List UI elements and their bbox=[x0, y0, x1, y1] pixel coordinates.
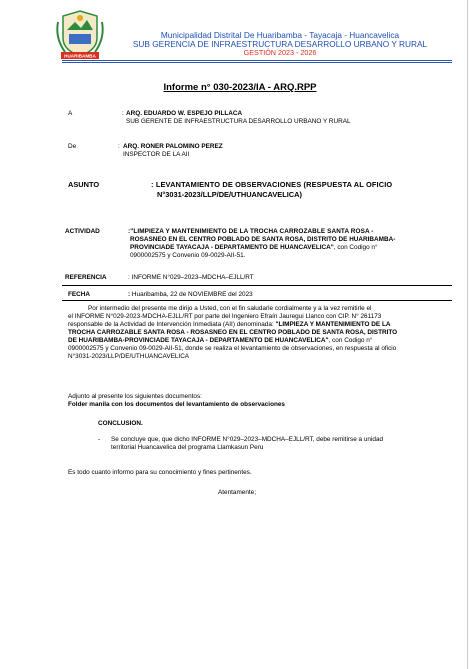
body-line-6: 0900002575 y Convenio 09-0029-AII-51, donde se realiza el levantamiento de observaciones, en respuesta al oficio bbox=[68, 345, 397, 352]
reference-rule bbox=[62, 285, 452, 286]
header-rule-2 bbox=[62, 62, 452, 63]
date-text: Huaribamba, 22 de NOVIEMBRE del 2023 bbox=[131, 291, 253, 298]
body-line-1: Por intermedio del presente me dirijo a Usted, con el fin saludarle cordialmente y a la vez remitirle el bbox=[88, 305, 372, 312]
header-rule-1 bbox=[62, 60, 452, 61]
activity-line-3-rest: , con Codigo n° bbox=[333, 244, 378, 251]
conclusion-line-2: territorial Huancavelica del programa Llamkasun Peru bbox=[111, 444, 264, 451]
municipality-logo bbox=[55, 8, 105, 60]
logo-banner-text: HUARIBAMBA bbox=[64, 53, 96, 59]
to-name: ARQ. EDUARDO W. ESPEJO PILLACA bbox=[126, 110, 243, 117]
colon: : bbox=[122, 110, 124, 117]
subject-label: ASUNTO bbox=[68, 180, 100, 189]
conclusion-line-1: Se concluye que, que dicho INFORME N°029–2023–MDCHA–EJLL/RT, debe remitirse a unidad bbox=[111, 436, 384, 443]
subject-line-1: : LEVANTAMIENTO DE OBSERVACIONES (RESPUESTA AL OFICIO bbox=[151, 180, 393, 189]
body-line-4: TROCHA CARROZABLE SANTA ROSA - ROSASNEO EN EL CENTRO POBLADO DE SANTA ROSA, DISTRITO bbox=[68, 329, 398, 336]
signoff-text: Atentamente; bbox=[218, 489, 257, 496]
header-term: GESTIÓN 2023 - 2026 bbox=[243, 48, 317, 57]
closing-text: Es todo cuanto informo para su conocimiento y fines pertinentes. bbox=[68, 469, 252, 476]
conclusion-label: CONCLUSION. bbox=[98, 420, 143, 427]
activity-line-1: :"LIMPIEZA Y MANTENIMIENTO DE LA TROCHA CARROZABLE SANTA ROSA - bbox=[128, 228, 374, 235]
activity-line-3-bold: PROVINCIADE TAYACAJA - DEPARTAMENTO DE HUANCAVELICA" bbox=[130, 244, 334, 251]
date-label: FECHA bbox=[68, 291, 91, 298]
page-edge bbox=[467, 0, 468, 669]
activity-line-4: 0900002575 y Convenio 09-0029-AII-51. bbox=[130, 252, 246, 259]
report-title: Informe n° 030-2023/IA - ARQ.RPP bbox=[163, 82, 317, 93]
header-department: SUB GERENCIA DE INFRAESTRUCTURA DESARROLLO URBANO Y RURAL bbox=[132, 39, 428, 49]
from-role: INSPECTOR DE LA AII bbox=[123, 151, 190, 158]
body-line-5-rest: , con Codigo n° bbox=[328, 337, 373, 344]
date-rule bbox=[62, 300, 452, 301]
to-label: A bbox=[68, 110, 73, 117]
colon: : bbox=[118, 143, 120, 150]
attachment-item: Folder manila con los documentos del levantamiento de observaciones bbox=[68, 401, 285, 408]
from-name: ARQ. RONER PALOMINO PEREZ bbox=[123, 143, 223, 150]
attachment-intro: Adjunto al presente los siguientes documentos: bbox=[68, 393, 202, 400]
to-role: SUB GERENTE DE INFRAESTRUCTURA DESARROLLO URBANO Y RURAL bbox=[126, 118, 351, 125]
body-line-2: el INFORME N°029-2023-MDCHA-EJLL/RT por parte del Ingeniero Efraín Jauregui Llanco con CIP. N° 261173 bbox=[68, 313, 382, 320]
reference-value: : INFORME N°029–2023–MDCHA–EJLL/RT bbox=[128, 274, 254, 281]
from-label: De bbox=[68, 143, 77, 150]
body-line-3-text: responsable de la Actividad de Intervención Inmediata (AII) denominada: bbox=[68, 321, 276, 328]
reference-label: REFERENCIA bbox=[65, 274, 107, 281]
subject-line-2: N°3031-2023/LLP/DE/UTHUANCAVELICA) bbox=[157, 190, 302, 199]
date-value: : Huaribamba, 22 de NOVIEMBRE del 2023 bbox=[128, 291, 253, 298]
body-line-5-bold: DE HUARIBAMBA-PROVINCIADE TAYACAJA - DEPARTAMENTO DE HUANCAVELICA" bbox=[68, 337, 329, 344]
activity-label: ACTIVIDAD bbox=[65, 228, 100, 235]
conclusion-bullet: - bbox=[98, 436, 101, 443]
body-line-3-bold: "LIMPIEZA Y MANTENIMIENTO DE LA bbox=[275, 321, 391, 328]
header-municipality: Municipalidad Distrital De Huaribamba - Tayacaja - Huancavelica bbox=[160, 30, 400, 40]
activity-line-2: ROSASNEO EN EL CENTRO POBLADO DE SANTA ROSA, DISTRITO DE HUARIBAMBA- bbox=[130, 236, 396, 243]
body-line-7: N°3031-2023/LLP/DE/UTHUANCAVELICA bbox=[68, 353, 190, 360]
